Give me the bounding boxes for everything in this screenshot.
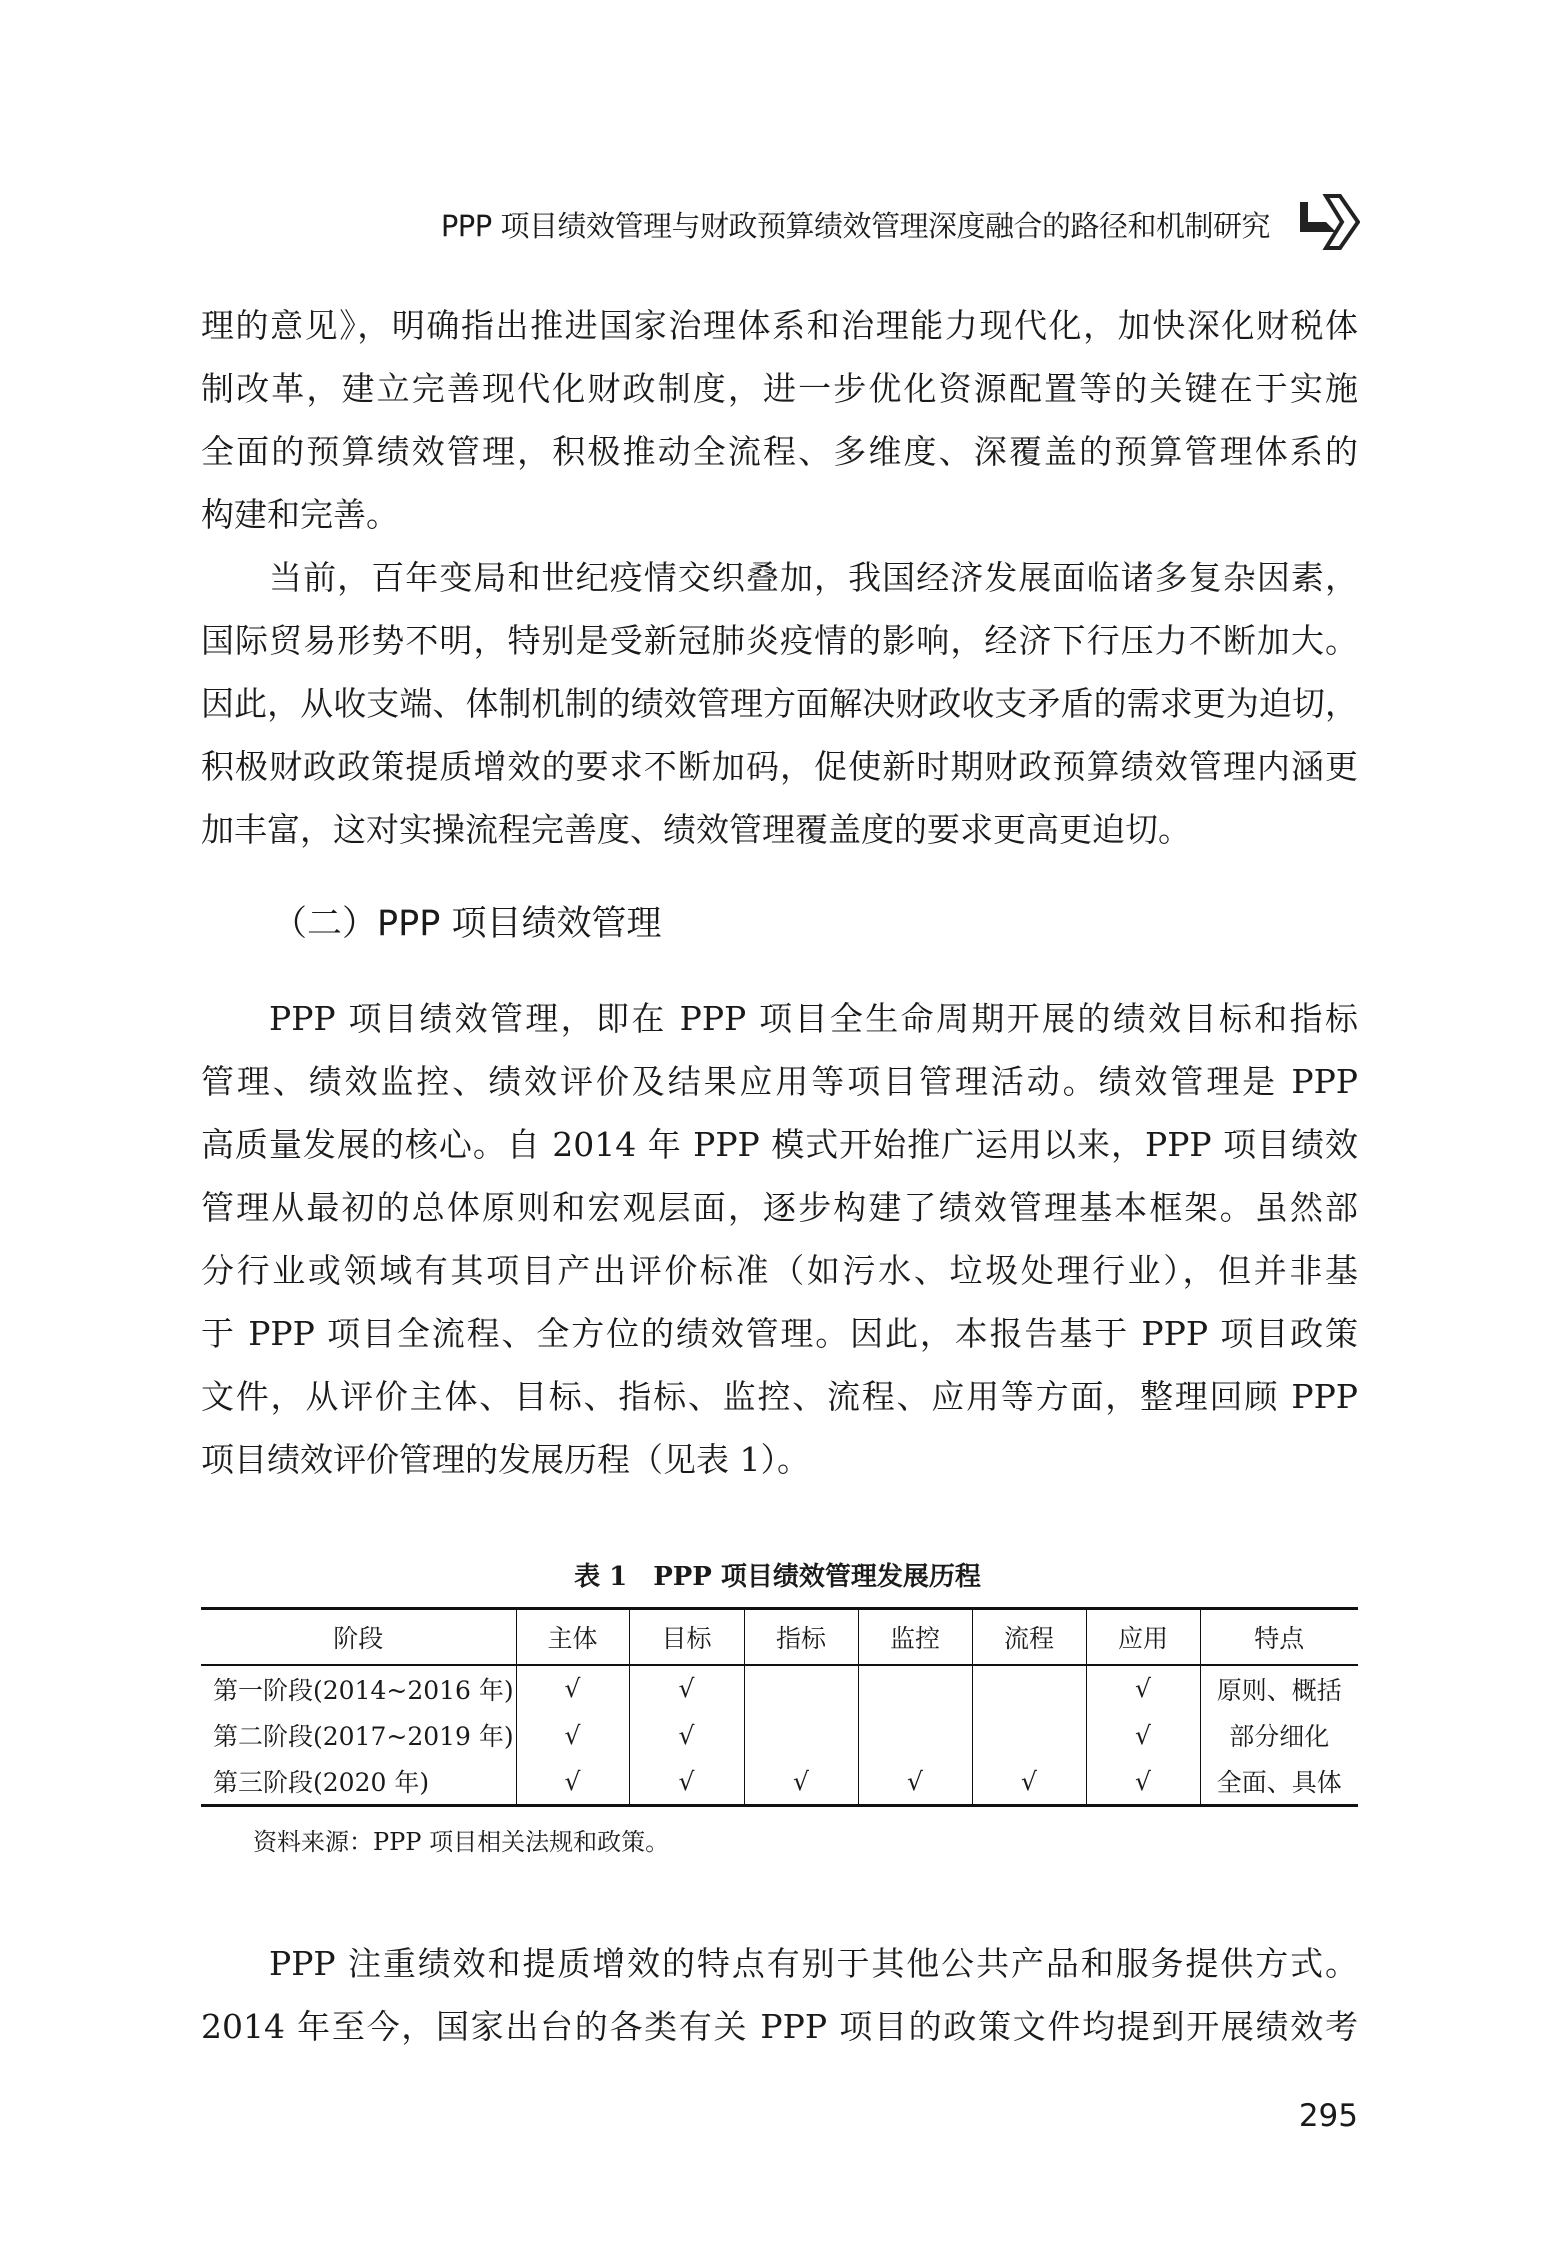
check-cell	[972, 1665, 1086, 1712]
check-cell: √	[629, 1759, 744, 1806]
check-cell: √	[1086, 1759, 1200, 1806]
check-cell	[744, 1712, 858, 1759]
check-cell	[744, 1665, 858, 1712]
column-header: 监控	[858, 1609, 972, 1665]
check-cell: √	[1086, 1712, 1200, 1759]
ppp-history-table	[201, 1607, 1358, 1807]
text-line: 项目绩效评价管理的发展历程（见表 1）。	[201, 1440, 810, 1479]
feature-cell: 部分细化	[1200, 1712, 1358, 1759]
check-cell: √	[516, 1759, 629, 1806]
text-line: 构建和完善。	[201, 495, 399, 534]
column-header: 应用	[1086, 1609, 1200, 1665]
table-header-row	[201, 1609, 1358, 1665]
table-row	[201, 1665, 1358, 1712]
text-line: 国际贸易形势不明，特别是受新冠肺炎疫情的影响，经济下行压力不断加大。	[201, 621, 1358, 660]
check-cell	[972, 1712, 1086, 1759]
text-line: 制改革，建立完善现代化财政制度，进一步优化资源配置等的关键在于实施	[201, 369, 1358, 408]
stage-cell: 第三阶段(2020 年)	[213, 1768, 430, 1798]
text-line: 积极财政政策提质增效的要求不断加码，促使新时期财政预算绩效管理内涵更	[201, 747, 1358, 786]
running-header: PPP 项目绩效管理与财政预算绩效管理深度融合的路径和机制研究	[440, 209, 1270, 243]
check-cell: √	[516, 1712, 629, 1759]
text-line: 2014 年至今，国家出台的各类有关 PPP 项目的政策文件均提到开展绩效考	[201, 2007, 1358, 2046]
check-cell: √	[858, 1759, 972, 1806]
column-header: 指标	[744, 1609, 858, 1665]
column-header: 主体	[516, 1609, 629, 1665]
paragraph-3	[201, 987, 1358, 1491]
check-cell: √	[629, 1665, 744, 1712]
check-cell: √	[744, 1759, 858, 1806]
table-row	[201, 1712, 1358, 1759]
text-line: 因此，从收支端、体制机制的绩效管理方面解决财政收支矛盾的需求更为迫切，	[201, 684, 1358, 723]
chapter-arrow-logo-icon	[1296, 192, 1360, 252]
text-line: 加丰富，这对实操流程完善度、绩效管理覆盖度的要求更高更迫切。	[201, 810, 1191, 849]
paragraph-4	[201, 1932, 1358, 2058]
check-cell: √	[972, 1759, 1086, 1806]
section-heading: （二）PPP 项目绩效管理	[272, 904, 662, 944]
text-line: 高质量发展的核心。自 2014 年 PPP 模式开始推广运用以来，PPP 项目绩效	[201, 1125, 1358, 1164]
check-cell	[858, 1712, 972, 1759]
check-cell	[858, 1665, 972, 1712]
check-cell: √	[516, 1665, 629, 1712]
check-cell: √	[629, 1712, 744, 1759]
table-title: 表 1 PPP 项目绩效管理发展历程	[574, 1562, 981, 1592]
text-line: 全面的预算绩效管理，积极推动全流程、多维度、深覆盖的预算管理体系的	[201, 432, 1358, 471]
check-cell: √	[1086, 1665, 1200, 1712]
text-line: 管理从最初的总体原则和宏观层面，逐步构建了绩效管理基本框架。虽然部	[201, 1188, 1358, 1227]
column-header: 目标	[629, 1609, 744, 1665]
text-line: 当前，百年变局和世纪疫情交织叠加，我国经济发展面临诸多复杂因素，	[269, 558, 1358, 597]
column-header: 特点	[1200, 1609, 1358, 1665]
text-line: 分行业或领域有其项目产出评价标准（如污水、垃圾处理行业），但并非基	[201, 1251, 1358, 1290]
column-header: 阶段	[333, 1623, 384, 1653]
paragraph-2	[201, 546, 1358, 861]
text-line: 理的意见》，明确指出推进国家治理体系和治理能力现代化，加快深化财税体	[201, 306, 1358, 345]
page-number: 295	[1298, 2098, 1358, 2134]
paragraph-1	[201, 294, 1358, 546]
feature-cell: 全面、具体	[1200, 1759, 1358, 1806]
stage-cell: 第二阶段(2017~2019 年)	[213, 1722, 514, 1751]
column-header: 流程	[972, 1609, 1086, 1665]
feature-cell: 原则、概括	[1200, 1665, 1358, 1712]
stage-cell: 第一阶段(2014~2016 年)	[213, 1675, 514, 1705]
text-line: 于 PPP 项目全流程、全方位的绩效管理。因此，本报告基于 PPP 项目政策	[201, 1314, 1358, 1353]
text-line: PPP 项目绩效管理，即在 PPP 项目全生命周期开展的绩效目标和指标	[269, 999, 1358, 1038]
text-line: 文件，从评价主体、目标、指标、监控、流程、应用等方面，整理回顾 PPP	[201, 1377, 1358, 1416]
table-source-note: 资料来源：PPP 项目相关法规和政策。	[253, 1828, 670, 1856]
text-line: 管理、绩效监控、绩效评价及结果应用等项目管理活动。绩效管理是 PPP	[201, 1062, 1358, 1101]
text-line: PPP 注重绩效和提质增效的特点有别于其他公共产品和服务提供方式。	[269, 1944, 1358, 1983]
table-row	[201, 1759, 1358, 1806]
